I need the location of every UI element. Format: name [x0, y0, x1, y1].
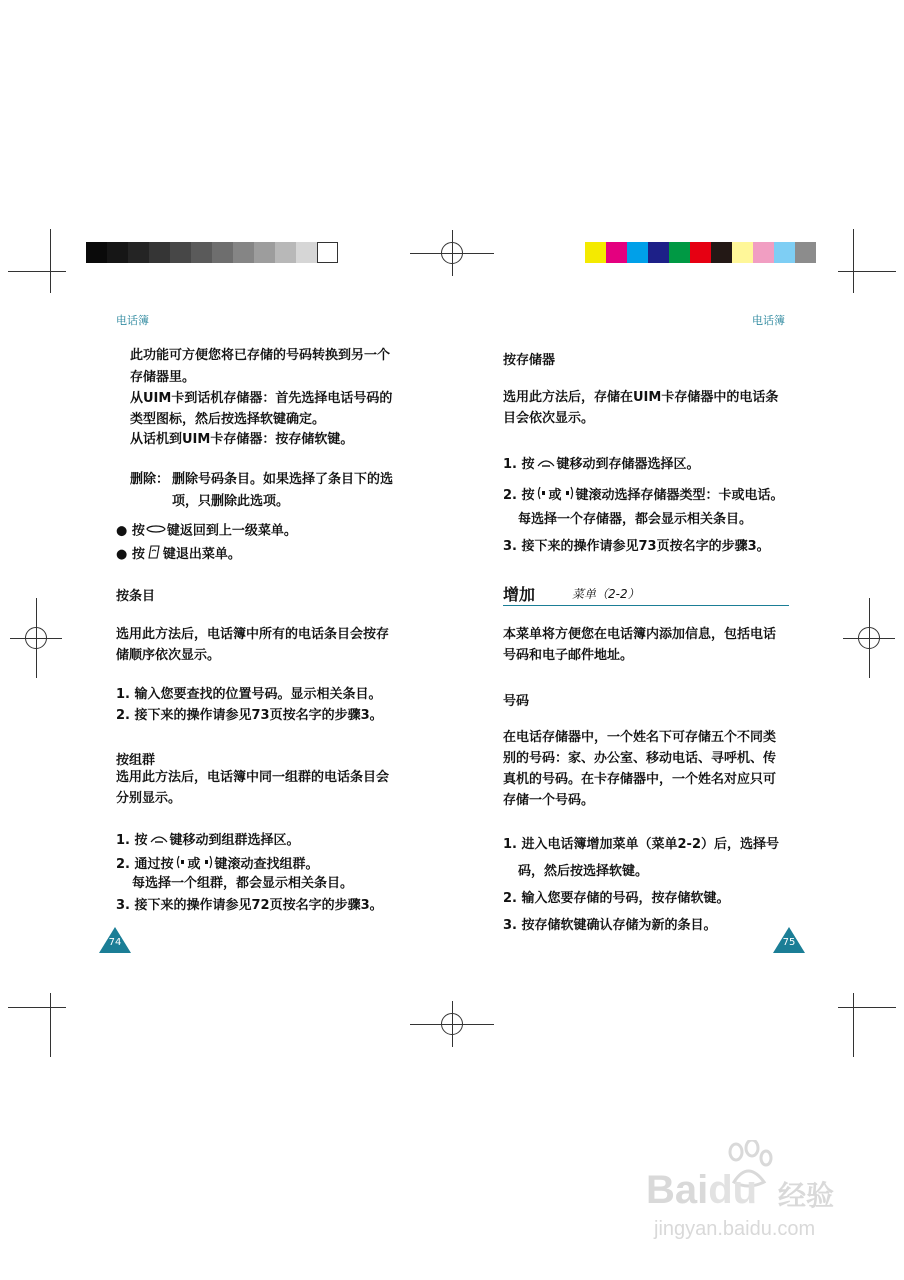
gray-swatch — [317, 242, 338, 263]
intro-line: 类型图标，然后按选择软键确定。 — [130, 412, 326, 427]
step-text: 键移动到组群选择区。 — [169, 833, 300, 848]
section-desc: 储顺序依次显示。 — [116, 648, 221, 663]
section-desc: 选用此方法后，电话簿中同一组群的电话条目会 — [116, 770, 390, 785]
registration-circle — [441, 242, 463, 264]
crop-mark — [50, 993, 51, 1057]
section-heading: 号码 — [503, 694, 530, 709]
section-desc: 真机的号码。在卡存储器中，一个姓名对应只可 — [503, 772, 777, 787]
volume-down-key-icon — [563, 485, 575, 506]
gray-swatch — [296, 242, 317, 263]
crop-mark — [8, 271, 66, 272]
title-underline — [503, 605, 789, 606]
gray-swatch — [107, 242, 128, 263]
registration-circle — [441, 1013, 463, 1035]
bullet-icon: ● — [116, 547, 128, 562]
volume-up-key-icon — [175, 854, 187, 875]
section-desc: 目会依次显示。 — [503, 411, 595, 426]
color-swatch — [711, 242, 732, 263]
section-heading: 按存储器 — [503, 353, 556, 368]
bullet-text: 键退出菜单。 — [162, 547, 241, 562]
step-text: 键移动到存储器选择区。 — [556, 457, 700, 472]
section-desc: 在电话存储器中，一个姓名下可存储五个不同类 — [503, 730, 777, 745]
color-swatch — [753, 242, 774, 263]
section-desc: 本菜单将方便您在电话簿内添加信息，包括电话 — [503, 627, 777, 642]
crop-mark — [853, 229, 854, 293]
watermark-url: jingyan.baidu.com — [654, 1218, 816, 1240]
section-desc: 选用此方法后，电话簿中所有的电话条目会按存 — [116, 627, 390, 642]
watermark-brand-part: du — [708, 1168, 758, 1212]
bullet-back — [116, 523, 297, 540]
gray-swatch — [233, 242, 254, 263]
page-number-right — [772, 926, 806, 954]
step-text: 或 — [187, 857, 201, 872]
color-swatch — [585, 242, 606, 263]
running-head-right: 电话簿 — [752, 314, 785, 327]
bullet-text: 按 — [131, 547, 145, 562]
step: 2. 输入您要存储的号码，按存储软键。 — [503, 891, 730, 906]
crop-mark — [838, 1007, 896, 1008]
nav-key-icon — [536, 456, 556, 473]
intro-line: 存储器里。 — [130, 370, 196, 385]
registration-circle — [25, 627, 47, 649]
end-key-icon — [146, 544, 162, 565]
section-heading: 按组群 — [116, 753, 156, 768]
watermark-cn: 经验 — [778, 1179, 835, 1212]
step-continuation: 每选择一个组群，都会显示相关条目。 — [132, 876, 354, 891]
page-number-text: 74 — [108, 937, 122, 948]
step-text: 1. 按 — [116, 833, 148, 848]
step: 3. 按存储软键确认存储为新的条目。 — [503, 918, 717, 933]
step-continuation: 每选择一个存储器，都会显示相关条目。 — [518, 512, 753, 527]
menu-number: 菜单（2-2） — [572, 587, 640, 601]
color-swatch — [795, 242, 816, 263]
step: 1. 进入电话簿增加菜单（菜单2-2）后，选择号 — [503, 837, 779, 852]
gray-swatch — [212, 242, 233, 263]
color-swatch — [690, 242, 711, 263]
section-desc: 选用此方法后，存储在UIM卡存储器中的电话条 — [503, 390, 779, 405]
crop-mark — [8, 1007, 66, 1008]
bullet-text: 键返回到上一级菜单。 — [166, 523, 297, 539]
bullet-icon: ● — [116, 523, 128, 539]
gray-swatch — [254, 242, 275, 263]
section-desc: 别的号码：家、办公室、移动电话、寻呼机、传 — [503, 751, 777, 766]
step — [503, 456, 700, 473]
watermark-brand — [646, 1168, 757, 1213]
running-head-left: 电话簿 — [116, 314, 149, 327]
back-key-icon — [146, 523, 166, 539]
delete-text: 删除号码条目。如果选择了条目下的选 — [172, 472, 394, 487]
registration-circle — [858, 627, 880, 649]
step: 3. 接下来的操作请参见72页按名字的步骤3。 — [116, 898, 383, 913]
intro-line: 从UIM卡到话机存储器：首先选择电话号码的 — [130, 391, 393, 406]
crop-mark — [838, 271, 896, 272]
color-swatch — [627, 242, 648, 263]
step: 3. 接下来的操作请参见73页按名字的步骤3。 — [503, 539, 770, 554]
color-swatch — [606, 242, 627, 263]
delete-text: 项，只删除此选项。 — [172, 494, 290, 509]
step-text: 键滚动选择存储器类型：卡或电话。 — [575, 488, 784, 503]
step-text: 1. 按 — [503, 457, 535, 472]
section-desc: 号码和电子邮件地址。 — [503, 648, 634, 663]
intro-line: 此功能可方便您将已存储的号码转换到另一个 — [130, 348, 391, 363]
step — [503, 485, 784, 506]
gray-swatch — [275, 242, 296, 263]
bullet-exit — [116, 544, 241, 565]
section-title-add: 增加 — [503, 585, 536, 604]
step: 2. 接下来的操作请参见73页按名字的步骤3。 — [116, 708, 383, 723]
bullet-text: 按 — [131, 523, 145, 539]
gray-swatch — [170, 242, 191, 263]
step-text: 2. 按 — [503, 488, 535, 503]
gray-swatch — [149, 242, 170, 263]
intro-line: 从话机到UIM卡存储器：按存储软键。 — [130, 432, 354, 447]
gray-swatch — [191, 242, 212, 263]
crop-mark — [853, 993, 854, 1057]
gray-swatch — [86, 242, 107, 263]
volume-up-key-icon — [536, 485, 548, 506]
gray-swatch — [128, 242, 149, 263]
crop-mark — [50, 229, 51, 293]
page-number-left — [98, 926, 132, 954]
nav-key-icon — [149, 832, 169, 849]
step — [116, 832, 300, 849]
section-heading: 按条目 — [116, 589, 156, 604]
color-swatch — [648, 242, 669, 263]
section-desc: 存储一个号码。 — [503, 793, 595, 808]
step: 1. 输入您要查找的位置号码。显示相关条目。 — [116, 687, 382, 702]
watermark-brand-part: Bai — [646, 1168, 709, 1212]
section-desc: 分别显示。 — [116, 791, 182, 806]
step-text: 或 — [548, 488, 562, 503]
step-continuation: 码，然后按选择软键。 — [518, 864, 649, 879]
step-text: 2. 通过按 — [116, 857, 174, 872]
color-swatch — [669, 242, 690, 263]
step-text: 键滚动查找组群。 — [214, 857, 319, 872]
page-number-text: 75 — [782, 937, 796, 948]
step — [116, 854, 319, 875]
color-swatch — [774, 242, 795, 263]
delete-label: 删除： — [130, 472, 170, 487]
volume-down-key-icon — [202, 854, 214, 875]
color-swatch — [732, 242, 753, 263]
